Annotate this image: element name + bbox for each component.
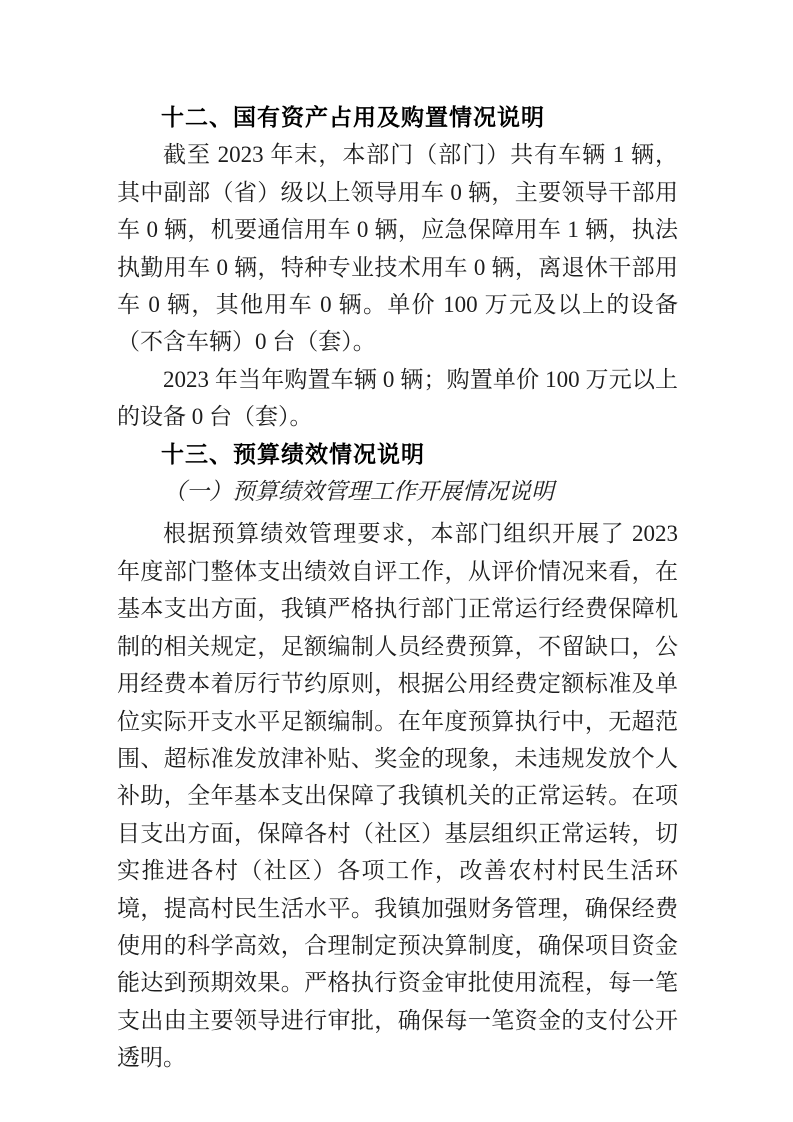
paragraph-2023-purchases: 2023 年当年购置车辆 0 辆；购置单价 100 万元以上的设备 0 台（套）。 (117, 366, 678, 430)
paragraph-performance-self-evaluation: 根据预算绩效管理要求，本部门组织开展了 2023 年度部门整体支出绩效自评工作，从评价情况来看，在基本支出方面，我镇严格执行部门正常运行经费保障机制的相关规定，足额编制人员经费预算，不留缺口，公用经费本着厉行节约原则，根据公用经费定额标准及单位实际开支水平足额编制。在年度预算执行中，无超范围、超标准发放津补贴、奖金的现象，未违规发放个人补助，全年基本支出保障了我镇机关的正常运转。在项目支出方面，保障各村（社区）基层组织正常运转，切实推进各村（社区）各项工作，改善农村村民生活环境，提高村民生活水平。我镇加强财务管理，确保经费使用的科学高效，合理制定预决算制度，确保项目资金能达到预期效果。严格执行资金审批使用流程，每一笔支出由主要领导进行审批，确保每一笔资金的支付公开透明。 (117, 521, 678, 1071)
section-heading-13-budget-performance: 十三、预算绩效情况说明 (161, 440, 425, 467)
section-heading-12-state-assets: 十二、国有资产占用及购置情况说明 (161, 104, 545, 130)
subsection-heading-performance-management: （一）预算绩效管理工作开展情况说明 (163, 479, 554, 505)
document-content (117, 99, 678, 1077)
paragraph-vehicle-assets-overview: 截至 2023 年末，本部门（部门）共有车辆 1 辆，其中副部（省）级以上领导用车 0 辆，主要领导干部用车 0 辆，机要通信用车 0 辆，应急保障用车 1 辆，执法执勤用车 0 辆，特种专业技术用车 0 辆，离退休干部用车 0 辆，其他用车 0 辆。单价 100 万元及以上的设备（不含车辆）0 台（套）。 (117, 142, 678, 355)
